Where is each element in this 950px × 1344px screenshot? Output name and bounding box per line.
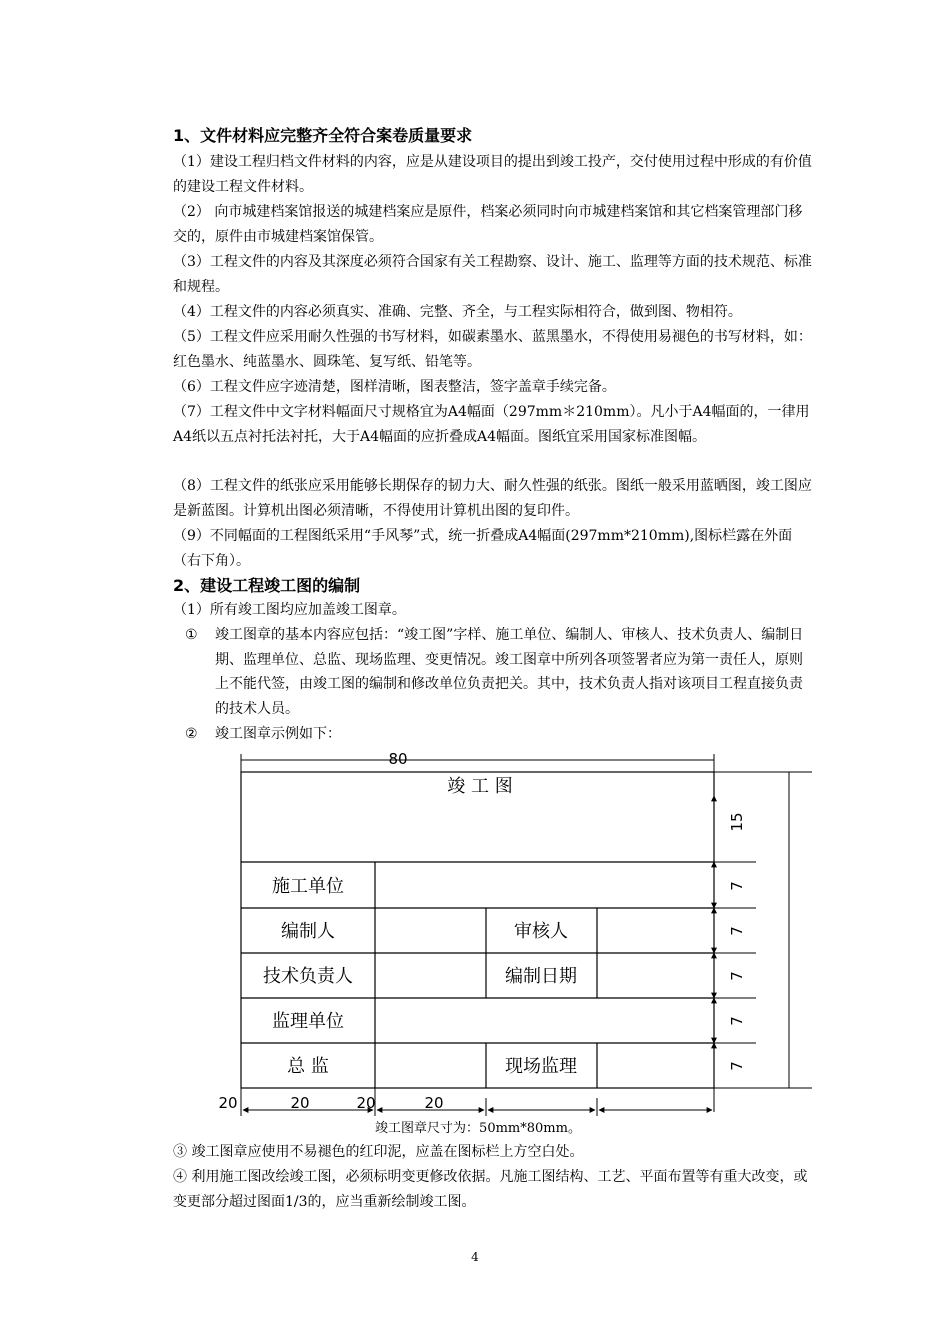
item-3-text: ③ 竣工图章应使用不易褪色的红印泥，应盖在图标栏上方空白处。 (173, 1144, 584, 1160)
stamp-size-caption: 竣工图章尺寸为：50mm*80mm。 (375, 1121, 581, 1136)
dim-col-label: 20 (356, 1094, 376, 1112)
paragraph-8: （8）工程文件的纸张应采用能够长期保存的韧力大、耐久性强的纸张。图纸一般采用蓝晒图，竣工图应是新蓝图。计算机出图必须清晰，不得使用计算机出图的复印件。 (173, 478, 812, 519)
label-compiler: 编制人 (281, 921, 335, 942)
dim-row-height-label: 7 (728, 1061, 746, 1071)
label-construction-unit: 施工单位 (272, 876, 344, 897)
label-site-supervisor: 现场监理 (505, 1056, 577, 1077)
item-1-text: 竣工图章的基本内容应包括：“竣工图”字样、施工单位、编制人、审核人、技术负责人、编制日期、监理单位、总监、现场监理、变更情况。竣工图章中所列各项签署者应为第一责任人，原则上不能代签，由竣工图的编制和修改单位负责把关。其中，技术负责人指对该项目工程直接负责的技术人员。 (215, 627, 804, 717)
dim-title-height-label: 15 (728, 812, 746, 832)
item-4-text: ④ 利用施工图改绘竣工图，必须标明变更修改依据。凡施工图结构、工艺、平面布置等有重大改变，或变更部分超过图面1/3的，应当重新绘制竣工图。 (173, 1169, 808, 1210)
item-1-marker: ① (185, 627, 198, 643)
dim-width-label: 80 (388, 750, 408, 768)
dim-col-label: 20 (424, 1094, 444, 1112)
item-2-text: 竣工图章示例如下： (215, 726, 341, 742)
heading-2: 2、建设工程竣工图的编制 (173, 576, 361, 595)
dim-row-height-label: 7 (728, 971, 746, 981)
item-2-marker: ② (185, 726, 198, 742)
paragraph-1: （1）建设工程归档文件材料的内容，应是从建设项目的提出到竣工投产，交付使用过程中形成的有价值的建设工程文件材料。 (173, 154, 812, 195)
paragraph-9: （9）不同幅面的工程图纸采用“手风琴”式，统一折叠成A4幅面(297mm*210mm),图标栏露在外面（右下角）。 (173, 528, 793, 569)
paragraph-2: （2） 向市城建档案馆报送的城建档案应是原件，档案必须同时向市城建档案馆和其它档案管理部门移交的，原件由市城建档案馆保管。 (173, 204, 803, 245)
paragraph-7: （7）工程文件中文字材料幅面尺寸规格宜为A4幅面（297mm＊210mm）。凡小于A4幅面的，一律用A4纸以五点衬托法衬托，大于A4幅面的应折叠成A4幅面。图纸宜采用国家标准图幅。 (173, 404, 810, 445)
label-supervision-unit: 监理单位 (272, 1011, 344, 1032)
label-chief-supervisor: 总 监 (287, 1056, 329, 1077)
dim-col-label: 20 (290, 1094, 310, 1112)
stamp-title: 竣 工 图 (447, 776, 513, 797)
page-number: 4 (471, 1250, 479, 1264)
paragraph-5: （5）工程文件应采用耐久性强的书写材料，如碳素墨水、蓝黑墨水，不得使用易褪色的书写材料，如：红色墨水、纯蓝墨水、圆珠笔、复写纸、铅笔等。 (173, 329, 812, 370)
label-tech-lead: 技术负责人 (263, 966, 353, 987)
heading-1: 1、文件材料应完整齐全符合案卷质量要求 (173, 126, 473, 145)
dim-col-label: 20 (218, 1094, 238, 1112)
dim-row-height-label: 7 (728, 881, 746, 891)
paragraph-4: （4）工程文件的内容必须真实、准确、完整、齐全，与工程实际相符合，做到图、物相符。 (173, 304, 742, 320)
label-reviewer: 审核人 (514, 921, 568, 942)
paragraph-6: （6）工程文件应字迹清楚，图样清晰，图表整洁，签字盖章手续完备。 (173, 379, 616, 395)
label-compile-date: 编制日期 (505, 966, 577, 987)
paragraph-10: （1）所有竣工图均应加盖竣工图章。 (173, 602, 406, 618)
dim-row-height-label: 7 (728, 926, 746, 936)
paragraph-3: （3）工程文件的内容及其深度必须符合国家有关工程勘察、设计、施工、监理等方面的技术规范、标准和规程。 (173, 254, 812, 295)
dim-row-height-label: 7 (728, 1016, 746, 1026)
